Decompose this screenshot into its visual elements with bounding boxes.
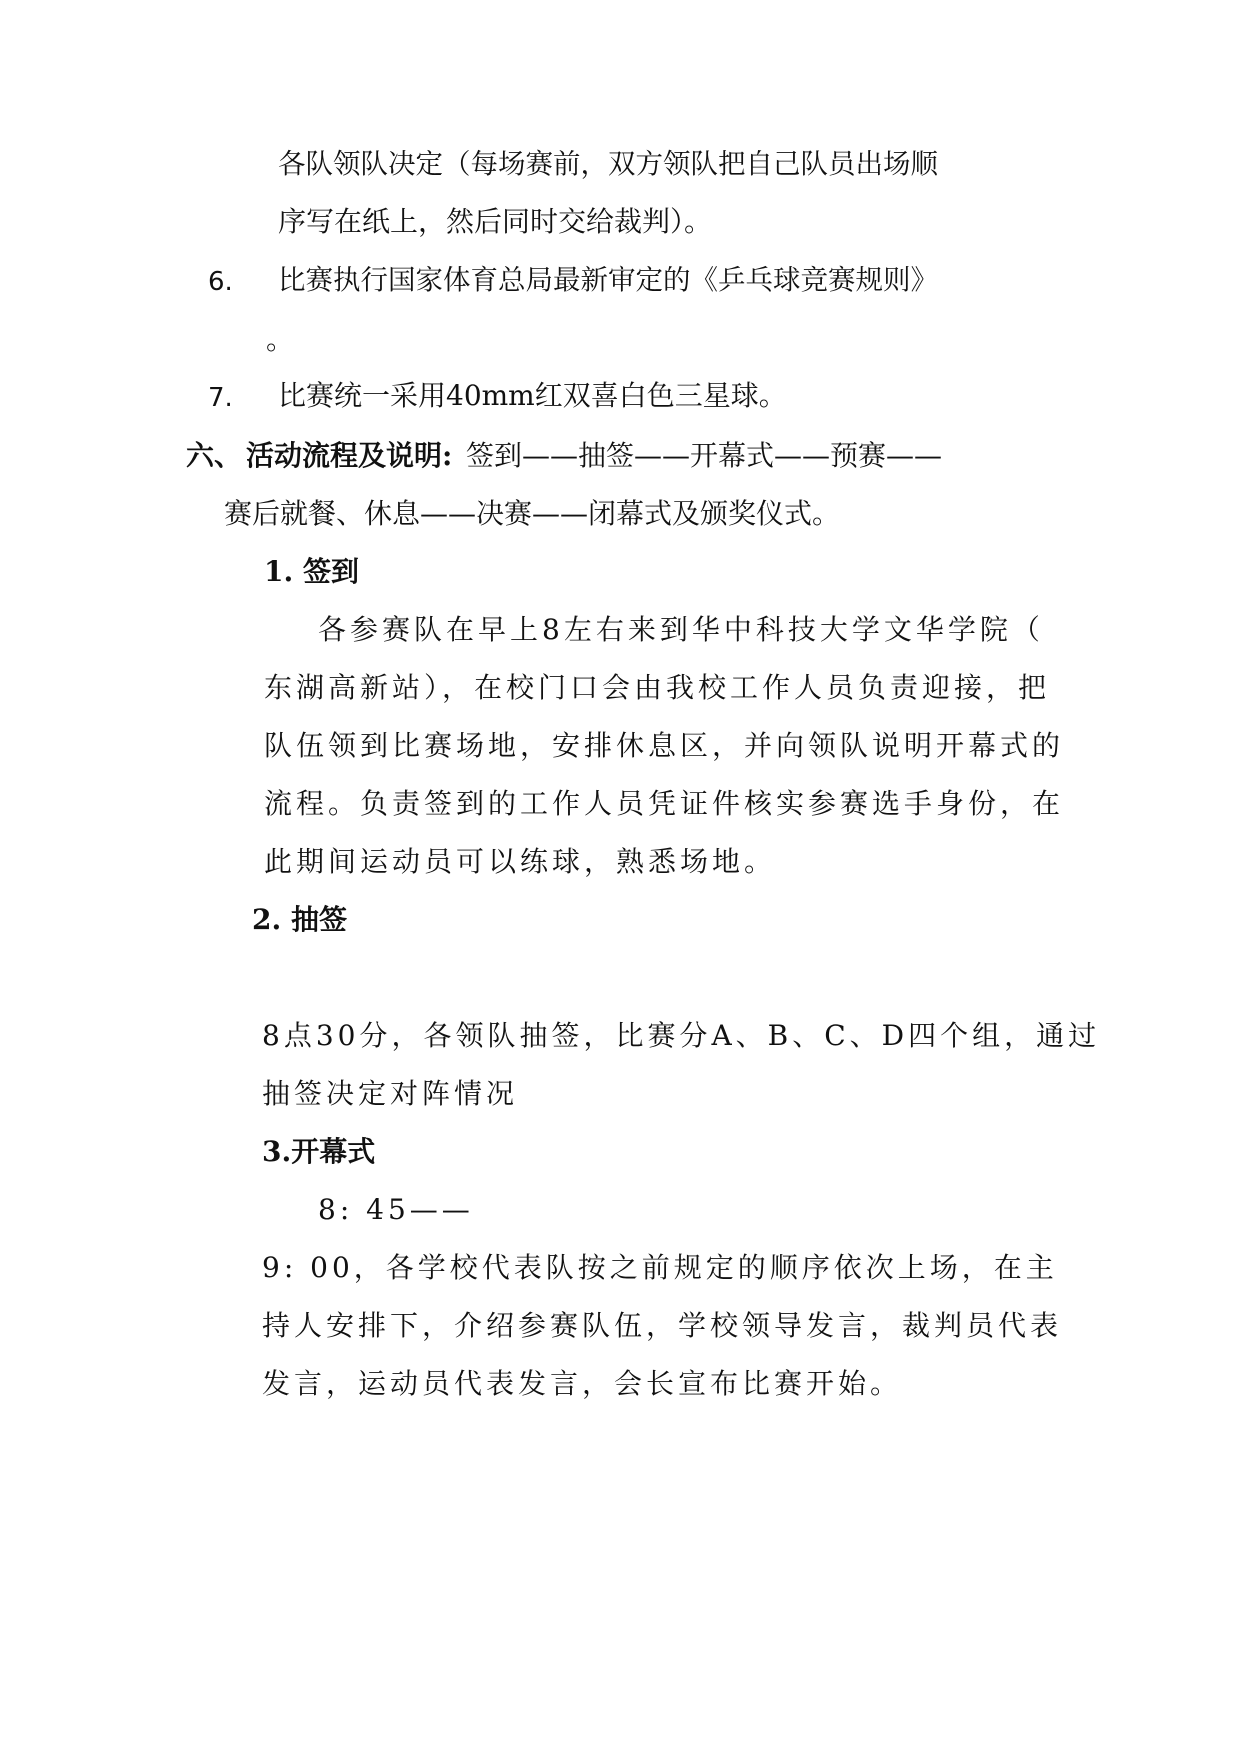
item6-number: 6. <box>208 267 233 297</box>
signin-line-5: 此期间运动员可以练球，熟悉场地。 <box>264 845 777 878</box>
signin-heading: 1. 签到 <box>264 555 359 588</box>
opening-line-1: 9: 00，各学校代表队按之前规定的顺序依次上场，在主 <box>262 1251 1058 1284</box>
opening-line-2: 持人安排下，介绍参赛队伍，学校领导发言，裁判员代表 <box>262 1309 1063 1342</box>
signin-line-3: 队伍领到比赛场地，安排休息区，并向领队说明开幕式的 <box>264 729 1065 762</box>
signin-line-4: 流程。负责签到的工作人员凭证件核实参赛选手身份，在 <box>264 787 1065 820</box>
section6-label: 六、 <box>186 439 243 472</box>
section6-title: 活动流程及说明: <box>246 439 453 472</box>
draw-heading: 2. 抽签 <box>252 903 347 936</box>
opening-line-3: 发言，运动员代表发言，会长宣布比赛开始。 <box>262 1367 903 1400</box>
section6-flow-line-1: 签到——抽签——开幕式——预赛—— <box>466 439 943 472</box>
section6-flow-line-2: 赛后就餐、休息——决赛——闭幕式及颁奖仪式。 <box>224 497 841 530</box>
draw-line-2: 抽签决定对阵情况 <box>262 1077 519 1110</box>
item7-number: 7. <box>208 383 233 413</box>
item6-text-line-2: 。 <box>266 323 295 356</box>
signin-line-2: 东湖高新站），在校门口会由我校工作人员负责迎接，把 <box>264 671 1051 704</box>
item5-text-line-2: 序写在纸上，然后同时交给裁判）。 <box>278 205 713 238</box>
item5-text-line-1: 各队领队决定（每场赛前，双方领队把自己队员出场顺 <box>278 148 938 180</box>
opening-heading: 3.开幕式 <box>262 1135 376 1168</box>
opening-time-start: 8: 45—— <box>318 1193 474 1226</box>
draw-line-1: 8点30分，各领队抽签，比赛分A、B、C、D四个组，通过 <box>262 1019 1101 1052</box>
signin-line-1: 各参赛队在早上8左右来到华中科技大学文华学院（ <box>318 613 1044 646</box>
item7-text: 比赛统一采用40mm红双喜白色三星球。 <box>278 379 787 412</box>
item6-text-line-1: 比赛执行国家体育总局最新审定的《乒乓球竞赛规则》 <box>278 264 938 296</box>
